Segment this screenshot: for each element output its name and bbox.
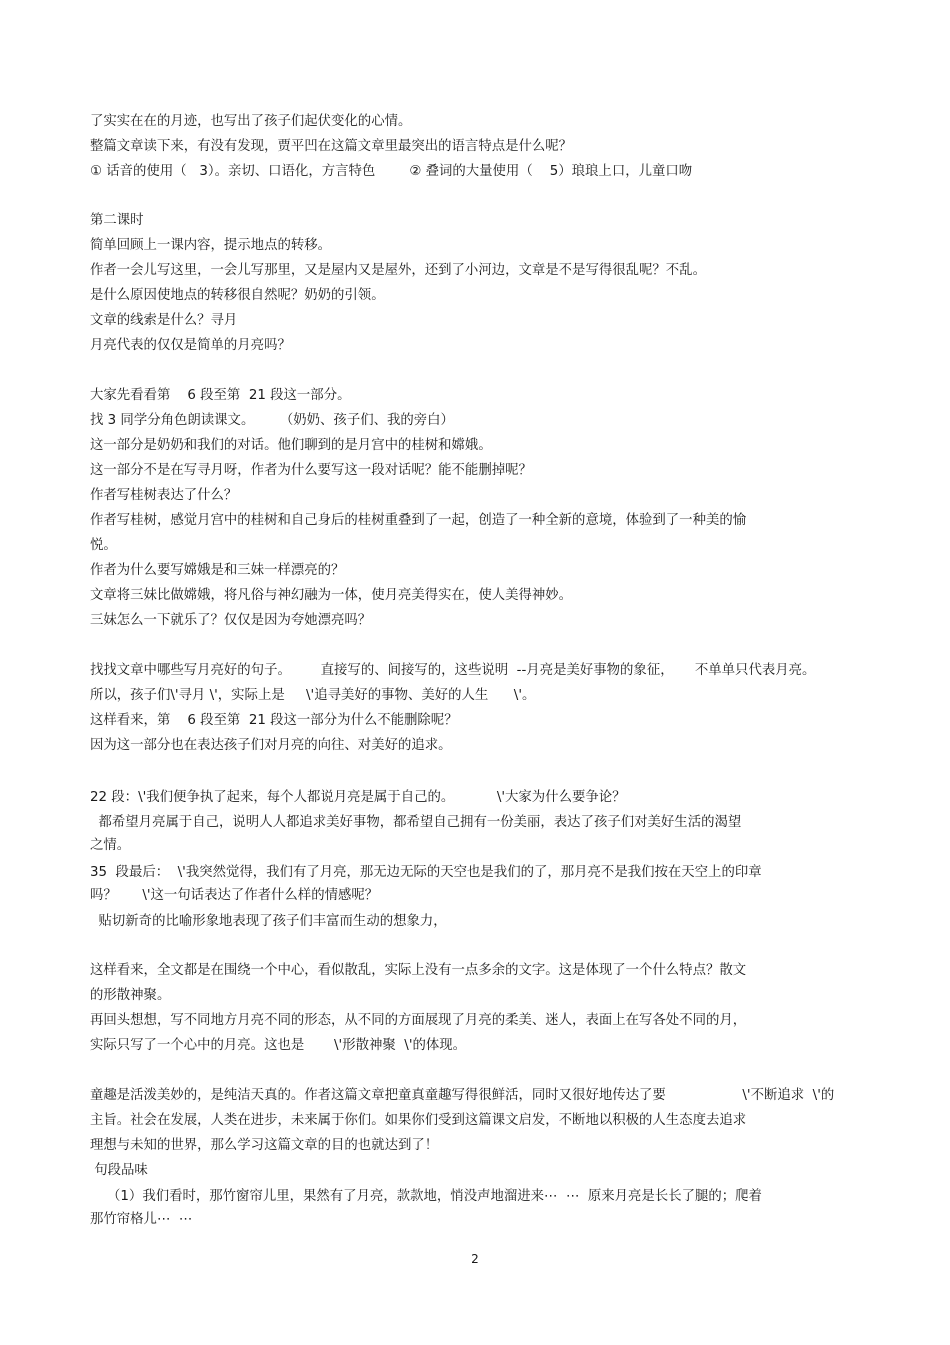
text-line: 这样看来，第 6 段至第 21 段这一部分为什么不能删除呢？ bbox=[90, 713, 458, 728]
text-line: 贴切新奇的比喻形象地表现了孩子们丰富而生动的想象力， bbox=[90, 914, 447, 929]
text-line: 是什么原因使地点的转移很自然呢？奶奶的引领。 bbox=[90, 288, 385, 303]
text-line: 这一部分不是在写寻月呀，作者为什么要写这一段对话呢？能不能删掉呢？ bbox=[90, 463, 532, 478]
text-line: 简单回顾上一课内容，提示地点的转移。 bbox=[90, 238, 332, 253]
text-line: 的形散神聚。 bbox=[90, 988, 171, 1003]
text-line: 作者一会儿写这里，一会儿写那里，又是屋内又是屋外，还到了小河边，文章是不是写得很乱呢？不乱。 bbox=[90, 263, 706, 278]
section-heading: 第二课时 bbox=[90, 213, 144, 228]
text-line: 那竹帘格儿⋯ ⋯ bbox=[90, 1212, 193, 1227]
text-line: 再回头想想，写不同地方月亮不同的形态，从不同的方面展现了月亮的柔美、迷人，表面上在写各处不同的月， bbox=[90, 1013, 747, 1028]
section-heading: 句段品味 bbox=[90, 1163, 148, 1178]
text-line: 实际只写了一个心中的月亮。这也是 \'形散神聚 \'的体现。 bbox=[90, 1038, 467, 1053]
text-line: 因为这一部分也在表达孩子们对月亮的向往、对美好的追求。 bbox=[90, 738, 452, 753]
text-line: 吗？ \'这一句话表达了作者什么样的情感呢？ bbox=[90, 888, 379, 903]
text-line: 都希望月亮属于自己，说明人人都追求美好事物，都希望自己拥有一份美丽，表达了孩子们对美好生活的渴望 bbox=[90, 815, 742, 830]
text-line: 悦。 bbox=[90, 538, 117, 553]
text-line: （1）我们看时，那竹窗帘儿里，果然有了月亮，款款地，悄没声地溜进来⋯ ⋯ 原来月亮是长长了腿的；爬着 bbox=[90, 1189, 762, 1204]
text-line: 了实实在在的月迹，也写出了孩子们起伏变化的心情。 bbox=[90, 114, 412, 129]
text-line: 作者写桂树，感觉月宫中的桂树和自己身后的桂树重叠到了一起，创造了一种全新的意境，体验到了一种美的愉 bbox=[90, 513, 747, 528]
text-line: 月亮代表的仅仅是简单的月亮吗？ bbox=[90, 338, 291, 353]
text-line: 之情。 bbox=[90, 838, 131, 853]
text-line: 童趣是活泼美妙的，是纯洁天真的。作者这篇文章把童真童趣写得很鲜活，同时又很好地传达了要 \'不断追求 \'的 bbox=[90, 1088, 835, 1103]
text-line: 文章的线索是什么？寻月 bbox=[90, 313, 238, 328]
text-line: 大家先看看第 6 段至第 21 段这一部分。 bbox=[90, 388, 351, 403]
page-number: 2 bbox=[471, 1252, 479, 1266]
text-line: 作者写桂树表达了什么？ bbox=[90, 488, 238, 503]
text-line: 这一部分是奶奶和我们的对话。他们聊到的是月宫中的桂树和嫦娥。 bbox=[90, 438, 492, 453]
text-line: 主旨。社会在发展，人类在进步，未来属于你们。如果你们受到这篇课文启发，不断地以积极的人生态度去追求 bbox=[90, 1113, 747, 1128]
text-line: 35 段最后： \'我突然觉得，我们有了月亮，那无边无际的天空也是我们的了，那月亮不是我们按在天空上的印章 bbox=[90, 865, 762, 880]
text-line: 找找文章中哪些写月亮好的句子。 直接写的、间接写的，这些说明 --月亮是美好事物的象征， 不单单只代表月亮。 bbox=[90, 663, 816, 678]
text-line: 这样看来，全文都是在围绕一个中心，看似散乱，实际上没有一点多余的文字。这是体现了一个什么特点？散文 bbox=[90, 963, 747, 978]
text-line: 整篇文章读下来，有没有发现，贾平凹在这篇文章里最突出的语言特点是什么呢？ bbox=[90, 139, 573, 154]
text-line: 找 3 同学分角色朗读课文。 （奶奶、孩子们、我的旁白） bbox=[90, 413, 454, 428]
text-line: 三妹怎么一下就乐了？仅仅是因为夸她漂亮吗？ bbox=[90, 613, 372, 628]
text-line: 所以，孩子们\'寻月 \'，实际上是 \'追寻美好的事物、美好的人生 \'。 bbox=[90, 688, 536, 703]
text-line: 作者为什么要写嫦娥是和三妹一样漂亮的？ bbox=[90, 563, 345, 578]
text-line: 理想与未知的世界，那么学习这篇文章的目的也就达到了！ bbox=[90, 1138, 439, 1153]
text-line: 22 段：\'我们便争执了起来，每个人都说月亮是属于自己的。 \'大家为什么要争论？ bbox=[90, 790, 626, 805]
text-line: ① 话音的使用（ 3）。亲切、口语化，方言特色 ② 叠词的大量使用（ 5）琅琅上口，儿童口吻 bbox=[90, 164, 693, 179]
text-line: 文章将三妹比做嫦娥，将凡俗与神幻融为一体，使月亮美得实在，使人美得神妙。 bbox=[90, 588, 573, 603]
